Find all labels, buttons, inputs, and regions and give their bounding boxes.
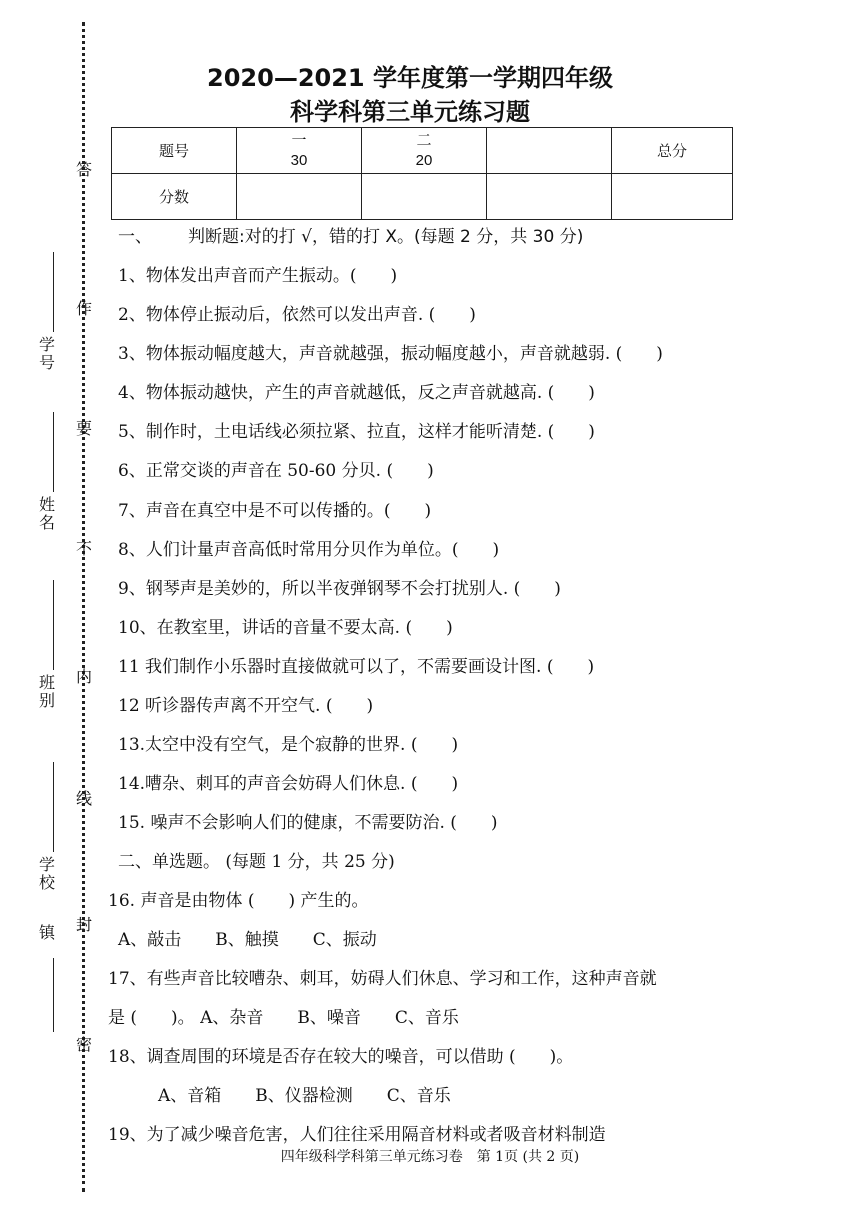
question-item: 6、正常交谈的声音在 50-60 分贝. ( ) [118,461,434,481]
school-label: 学校 [38,855,55,892]
seal-char: 要 [75,419,92,438]
score-row-label: 分数 [112,174,237,220]
section1-number: 一、 [118,227,152,247]
table-header-cell: 总分 [612,128,733,174]
seal-char: 答 [75,160,92,179]
question-item: 18、调查周围的环境是否存在较大的噪音，可以借助 ( )。 [108,1047,574,1067]
question-item: 7、声音在真空中是不可以传播的。( ) [118,501,432,521]
table-header-cell: 二 20 [362,128,487,174]
question-item: 13.太空中没有空气，是个寂静的世界. ( ) [118,735,459,755]
town-label: 镇 [38,923,55,942]
seal-char: 不 [75,539,92,558]
name-line[interactable] [53,412,54,492]
question-item: 是 ( )。 A、杂音 B、噪音 C、音乐 [108,1008,459,1028]
question-item: 12 听诊器传声离不开空气. ( ) [118,696,374,716]
school-line[interactable] [53,762,54,852]
class-label: 班别 [38,673,55,710]
town-line[interactable] [53,958,54,1032]
seal-dotted-line [82,22,85,1192]
seal-char: 线 [75,789,92,808]
question-item: 2、物体停止振动后，依然可以发出声音. ( ) [118,305,476,325]
class-line[interactable] [53,580,54,670]
question-item: 9、钢琴声是美妙的，所以半夜弹钢琴不会打扰别人. ( ) [118,579,561,599]
question-item: 15. 噪声不会影响人们的健康，不需要防治. ( ) [118,813,498,833]
student-id-line[interactable] [53,252,54,332]
score-input-cell[interactable] [237,174,362,220]
question-item: 3、物体振动幅度越大，声音就越强，振动幅度越小，声音就越弱. ( ) [118,344,663,364]
question-item: 8、人们计量声音高低时常用分贝作为单位。( ) [118,540,500,560]
question-item: 5、制作时，土电话线必须拉紧、拉直，这样才能听清楚. ( ) [118,422,595,442]
table-header-cell [487,128,612,174]
score-table [111,127,733,220]
question-item: 14.嘈杂、刺耳的声音会妨碍人们休息. ( ) [118,774,459,794]
page-footer: 四年级科学科第三单元练习卷 第 1页 (共 2 页) [280,1149,580,1165]
section2-heading: 二、单选题。 (每题 1 分，共 25 分) [118,852,395,872]
table-header-cell: 一 30 [237,128,362,174]
name-label: 姓名 [38,495,55,532]
section1-heading: 判断题:对的打 √，错的打 X。(每题 2 分，共 30 分) [188,227,584,247]
score-input-cell[interactable] [487,174,612,220]
score-input-cell[interactable] [362,174,487,220]
exam-title-line1: 2020—2021 学年度第一学期四年级 [207,64,613,92]
question-item: 10、在教室里，讲话的音量不要太高. ( ) [118,618,453,638]
seal-char: 内 [75,667,92,686]
score-input-cell[interactable] [612,174,733,220]
table-header-cell: 题号 [112,128,237,174]
exam-title-line2: 科学科第三单元练习题 [290,98,530,126]
question-options: A、音箱 B、仪器检测 C、音乐 [158,1086,451,1106]
seal-char: 封 [75,915,92,934]
question-item: 11 我们制作小乐器时直接做就可以了，不需要画设计图. ( ) [118,657,595,677]
question-item: 19、为了减少噪音危害，人们往往采用隔音材料或者吸音材料制造 [108,1125,606,1145]
question-item: 4、物体振动越快，产生的声音就越低，反之声音就越高. ( ) [118,383,595,403]
seal-char: 密 [75,1035,92,1054]
question-item: 1、物体发出声音而产生振动。( ) [118,266,398,286]
question-item: 16. 声音是由物体 ( ) 产生的。 [108,891,369,911]
question-item: 17、有些声音比较嘈杂、刺耳，妨碍人们休息、学习和工作，这种声音就 [108,969,657,989]
seal-char: 作 [75,299,92,318]
question-options: A、敲击 B、触摸 C、振动 [118,930,377,950]
student-id-label: 学号 [38,335,55,372]
